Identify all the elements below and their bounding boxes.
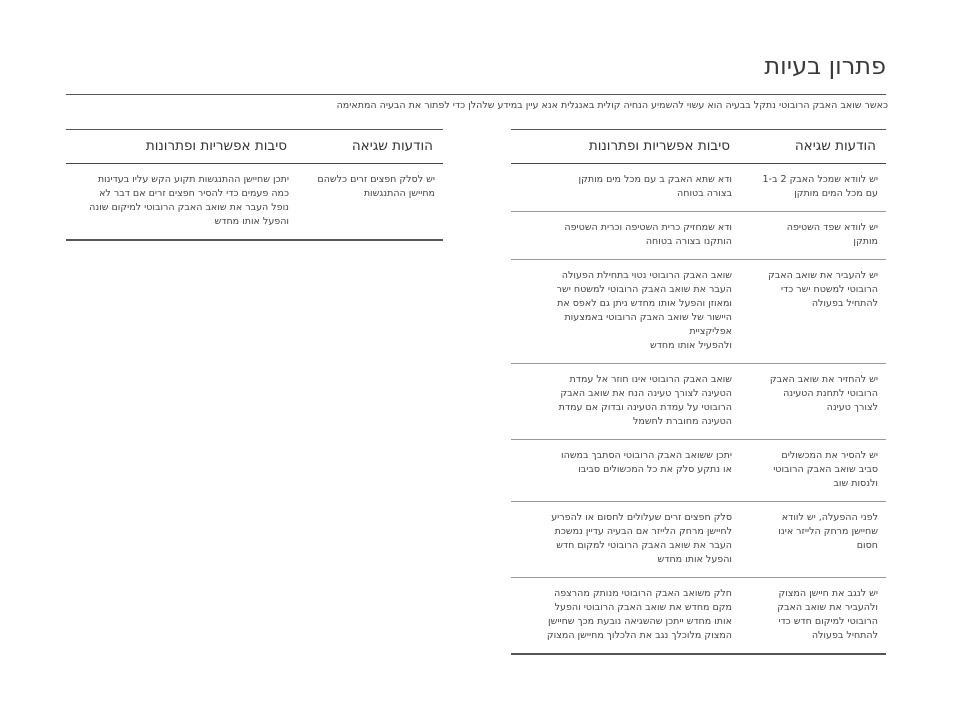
error-message-cell: יש להעביר את שואב האבק הרובוטי למשטח ישר כדי להתחיל בפעולה <box>740 260 886 364</box>
page-title: פתרון בעיות <box>66 52 886 95</box>
error-message-cell: לפני ההפעלה, יש לוודא שחיישן מרחק הלייזר אינו חסום <box>740 502 886 578</box>
cause-solution-cell: שואב האבק הרובוטי נטוי בתחילת הפעולה העבר את שואב האבק הרובוטי למשטח ישר ומאוזן והפעל אותו מחדש ניתן גם לאפס את היישור של שואב האבק הרובוטי באמצעות אפליקציית ולהפעיל אותו מחדש <box>511 260 740 364</box>
table-row <box>511 578 886 655</box>
cause-solution-cell: ודא שמחזיק כרית השטיפה וכרית השטיפה הותקנו בצורה בטוחה <box>511 212 740 260</box>
cause-solution-cell: ודא שתא האבק ב עם מכל מים מותקן בצורה בטוחה <box>511 164 740 212</box>
error-message-cell: יש לנגב את חיישן המצוק ולהעביר את שואב האבק הרובוטי למיקום חדש כדי להתחיל בפעולה <box>740 578 886 655</box>
error-message-cell: יש לסלק חפצים זרים כלשהם מחיישן ההתנגשות <box>297 164 443 241</box>
error-table-right <box>511 129 886 655</box>
error-message-cell: יש להסיר את המכשולים סביב שואב האבק הרובוטי ולנסות שוב <box>740 440 886 502</box>
error-table-left <box>66 129 443 241</box>
error-message-cell: יש לוודא שמכל האבק 2 ב-1 עם מכל המים מותקן <box>740 164 886 212</box>
error-message-cell: יש להחזיר את שואב האבק הרובוטי לתחנת הטעינה לצורך טעינה <box>740 364 886 440</box>
table-row <box>511 502 886 578</box>
error-message-cell: יש לוודא שפד השטיפה מותקן <box>740 212 886 260</box>
header-error-messages: הודעות שגיאה <box>740 130 886 164</box>
header-causes-solutions: סיבות אפשריות ופתרונות <box>511 130 740 164</box>
cause-solution-cell: יתכן ששואב האבק הרובוטי הסתבך במשהו או נתקע סלק את כל המכשולים סביבו <box>511 440 740 502</box>
table-row <box>511 164 886 212</box>
table-row <box>511 212 886 260</box>
cause-solution-cell: סלק חפצים זרים שעלולים לחסום או להפריע לחיישן מרחק הלייזר אם הבעיה עדיין נמשכת העבר את שואב האבק הרובוטי למקום חדש והפעל אותו מחדש <box>511 502 740 578</box>
table-row <box>66 164 443 241</box>
table-row <box>511 260 886 364</box>
table-header-row <box>66 130 443 164</box>
table-row <box>511 440 886 502</box>
intro-text: כאשר שואב האבק הרובוטי נתקל בבעיה הוא עשוי להשמיע הנחיה קולית באנגלית אנא עיין במידע שלהלן כדי לפתור את הבעיה המתאימה <box>336 100 888 111</box>
table-row <box>511 364 886 440</box>
cause-solution-cell: שואב האבק הרובוטי אינו חוזר אל עמדת הטעינה לצורך טעינה הנח את שואב האבק הרובוטי על עמדת הטעינה ובדוק אם עמדת הטעינה מחוברת לחשמל <box>511 364 740 440</box>
header-causes-solutions: סיבות אפשריות ופתרונות <box>66 130 297 164</box>
header-error-messages: הודעות שגיאה <box>297 130 443 164</box>
table-header-row <box>511 130 886 164</box>
cause-solution-cell: יתכן שחיישן ההתנגשות תקוע הקש עליו בעדינות כמה פעמים כדי להסיר חפצים זרים אם דבר לא נופל העבר את שואב האבק הרובוטי למיקום שונה והפעל אותו מחדש <box>66 164 297 241</box>
cause-solution-cell: חלק משואב האבק הרובוטי מנותק מהרצפה מקם מחדש את שואב האבק הרובוטי והפעל אותו מחדש ייתכן שהשגיאה נובעת מכך שחיישן המצוק מלוכלך נגב את הלכלוך מחיישן המצוק <box>511 578 740 655</box>
